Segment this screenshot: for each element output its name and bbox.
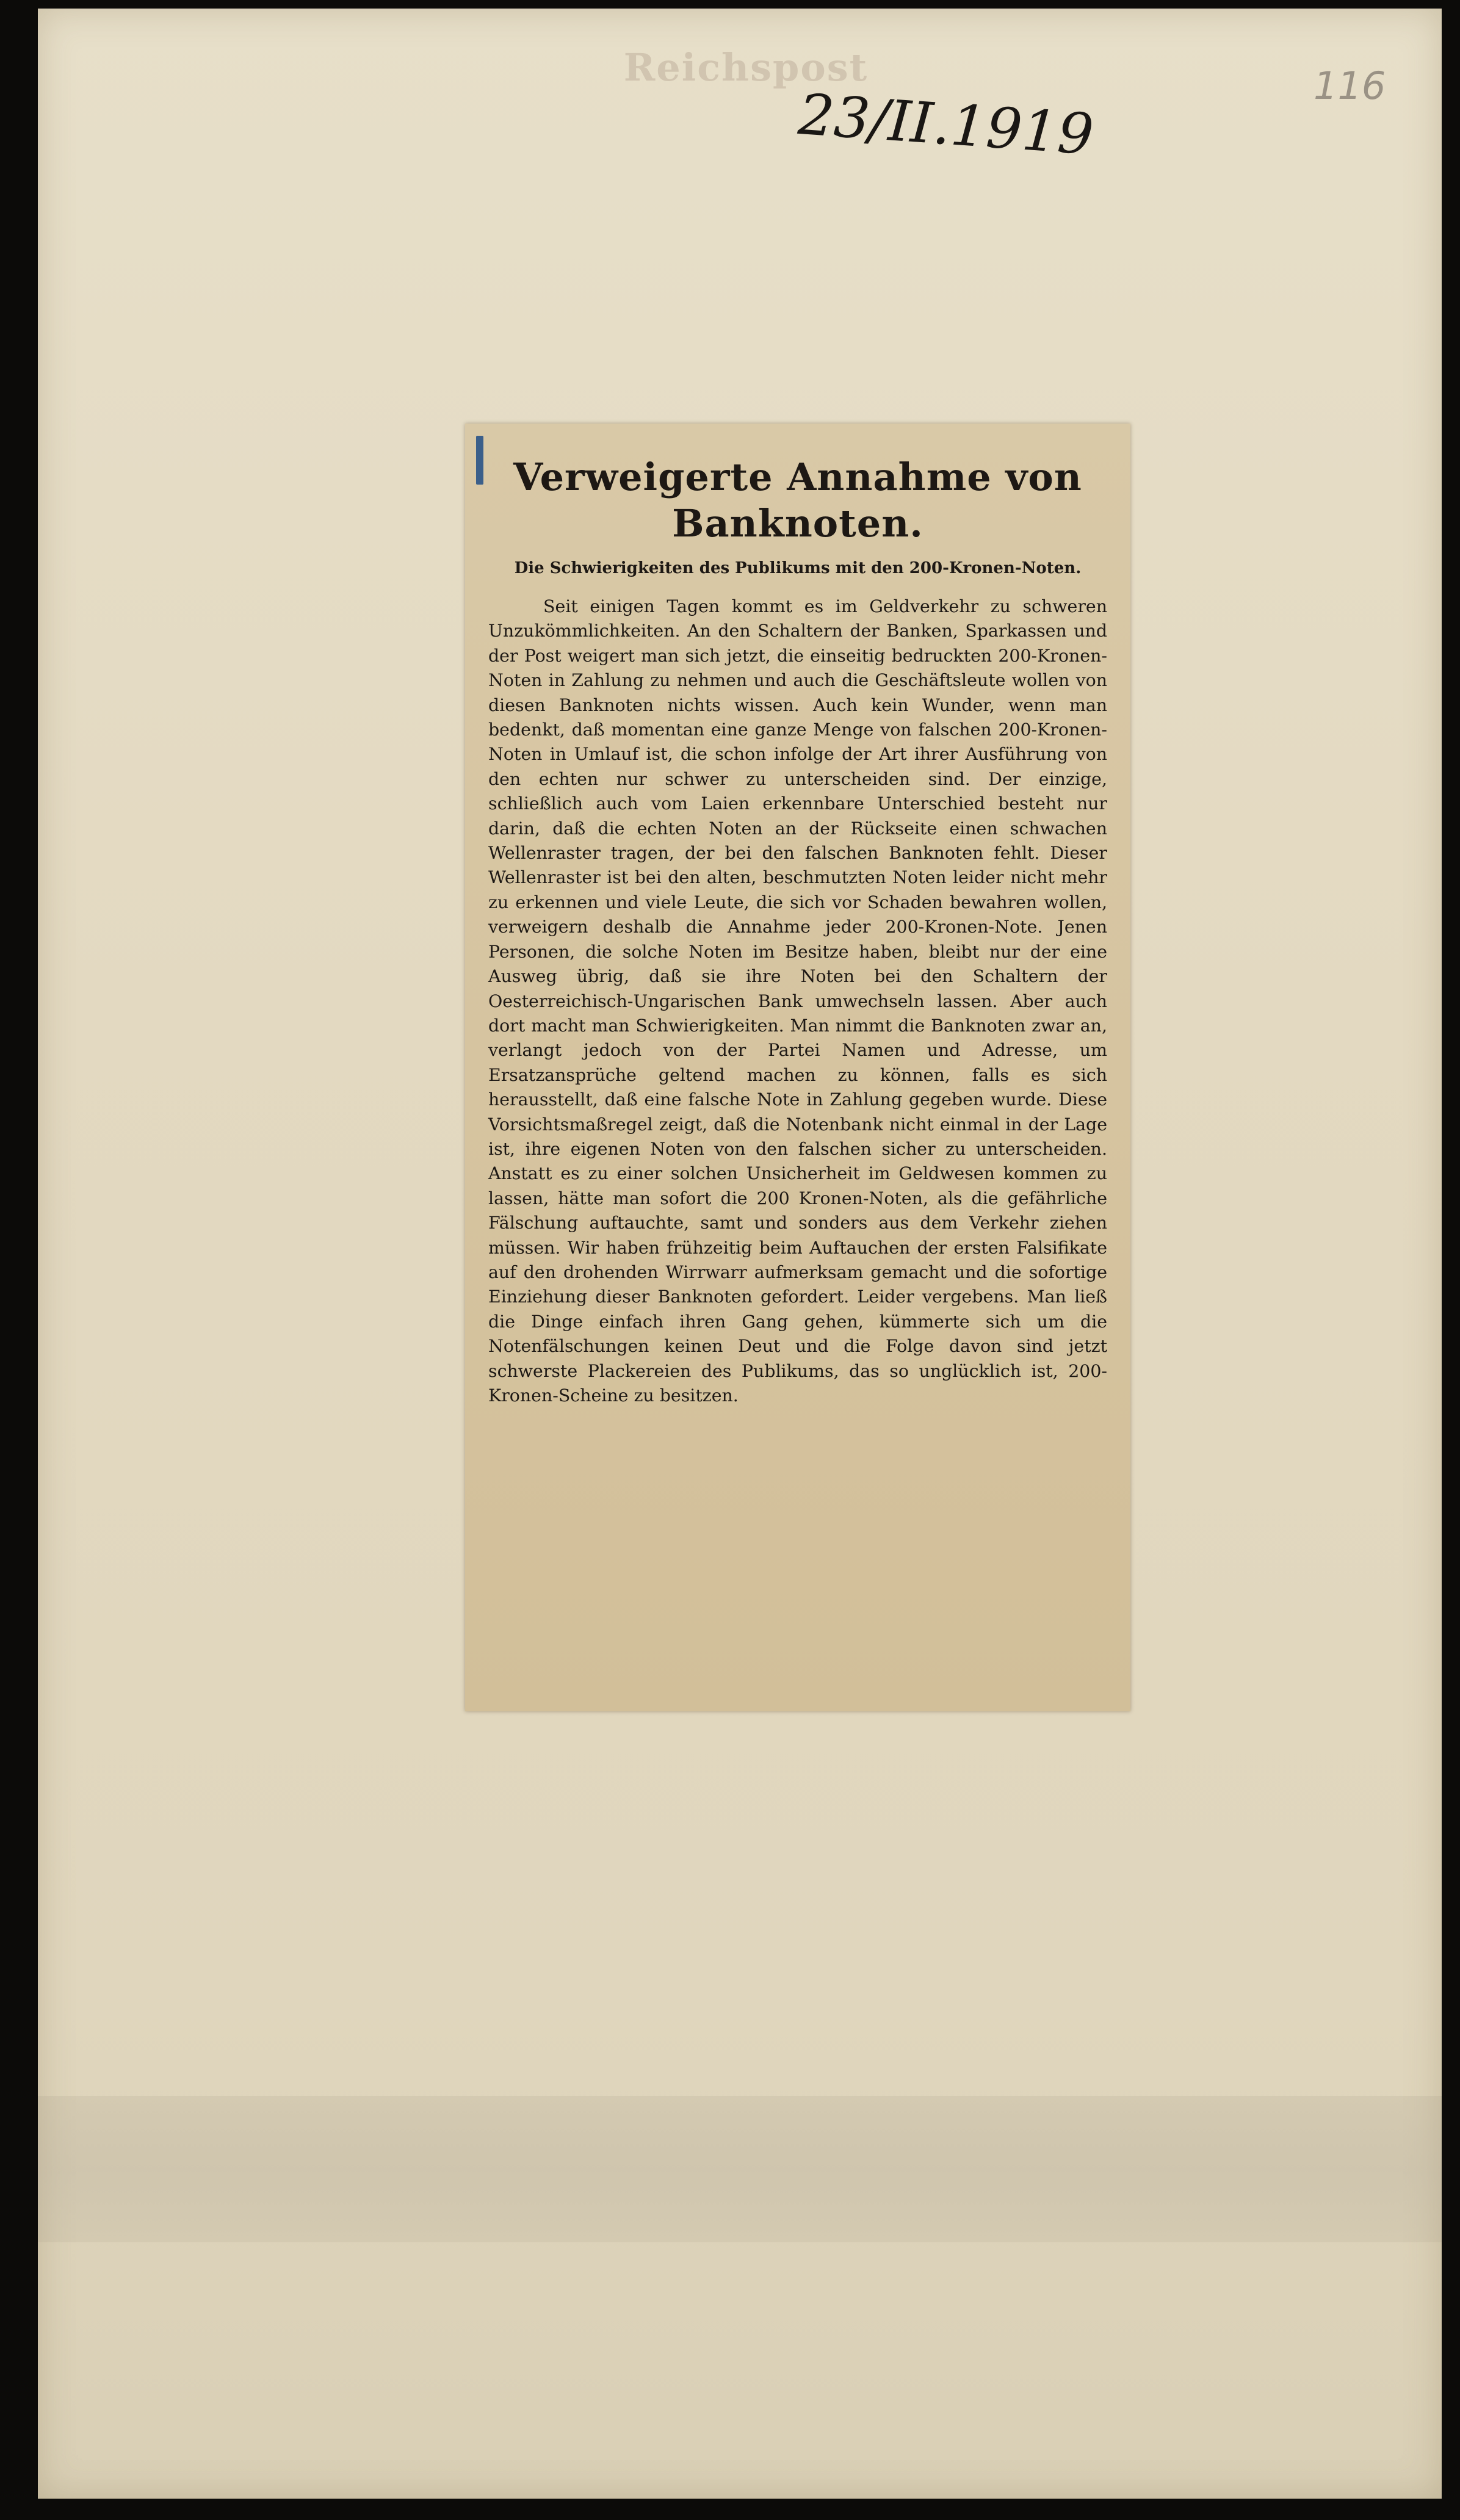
article-headline: Verweigerte Annahme von Banknoten.	[513, 455, 1082, 546]
archive-sheet	[38, 9, 1442, 2499]
folio-number: 116	[1314, 63, 1386, 108]
newspaper-clipping	[465, 424, 1130, 1711]
blue-pencil-mark	[476, 436, 483, 485]
article-body: Seit einigen Tagen kommt es im Geldverkehr zu schweren Unzukömmlichkeiten. An den Schaltern der Banken, Sparkassen und der Post weigert man sich jetzt, die einseitig bedruckten 200-Kronen-Noten in Zahlung zu nehmen und auch die Geschäftsleute wollen von diesen Banknoten nichts wissen. Auch kein Wunder, wenn man bedenkt, daß momentan eine ganze Menge von falschen 200-Kronen-Noten in Umlauf ist, die schon infolge der Art ihrer Ausführung von den echten nur schwer zu unterscheiden sind. Der einzige, schließlich auch vom Laien erkennbare Unterschied besteht nur darin, daß die echten Noten an der Rückseite einen schwachen Wellenraster tragen, der bei den falschen Banknoten fehlt. Dieser Wellenraster ist bei den alten, beschmutzten Noten leider nicht mehr zu erkennen und viele Leute, die sich vor Schaden bewahren wollen, verweigern deshalb die Annahme jeder 200-Kronen-Note. Jenen Personen, die solche Noten im Besitze haben, bleibt nur der eine Ausweg übrig, daß sie ihre Noten bei den Schaltern der Oesterreichisch-Ungarischen Bank umwechseln lassen. Aber auch dort macht man Schwierigkeiten. Man nimmt die Banknoten zwar an, verlangt jedoch von der Partei Namen und Adresse, um Ersatzansprüche geltend machen zu können, falls es sich herausstellt, daß eine falsche Note in Zahlung gegeben wurde. Diese Vorsichtsmaßregel zeigt, daß die Notenbank nicht einmal in der Lage ist, ihre eigenen Noten von den falschen sicher zu unterscheiden. Anstatt es zu einer solchen Unsicherheit im Geldwesen kommen zu lassen, hätte man sofort die 200 Kronen-Noten, als die gefährliche Fälschung auftauchte, samt und sonders aus dem Verkehr ziehen müssen. Wir haben frühzeitig beim Auftauchen der ersten Falsifikate auf den drohenden Wirrwarr aufmerksam gemacht und die sofortige Einziehung dieser Banknoten gefordert. Leider vergebens. Man ließ die Dinge einfach ihren Gang gehen, kümmerte sich um die Notenfälschungen keinen Deut und die Folge davon sind jetzt schwerste Plackereien des Publikums, das so unglücklich ist, 200-Kronen-Scheine zu besitzen.	[488, 596, 1107, 1406]
faded-source-stamp: Reichspost	[623, 45, 869, 90]
article-subheadline: Die Schwierigkeiten des Publikums mit den 200-Kronen-Noten.	[514, 559, 1082, 577]
handwritten-date: 23/II.1919	[796, 82, 1096, 168]
paper-fold-shadow	[38, 2096, 1442, 2242]
